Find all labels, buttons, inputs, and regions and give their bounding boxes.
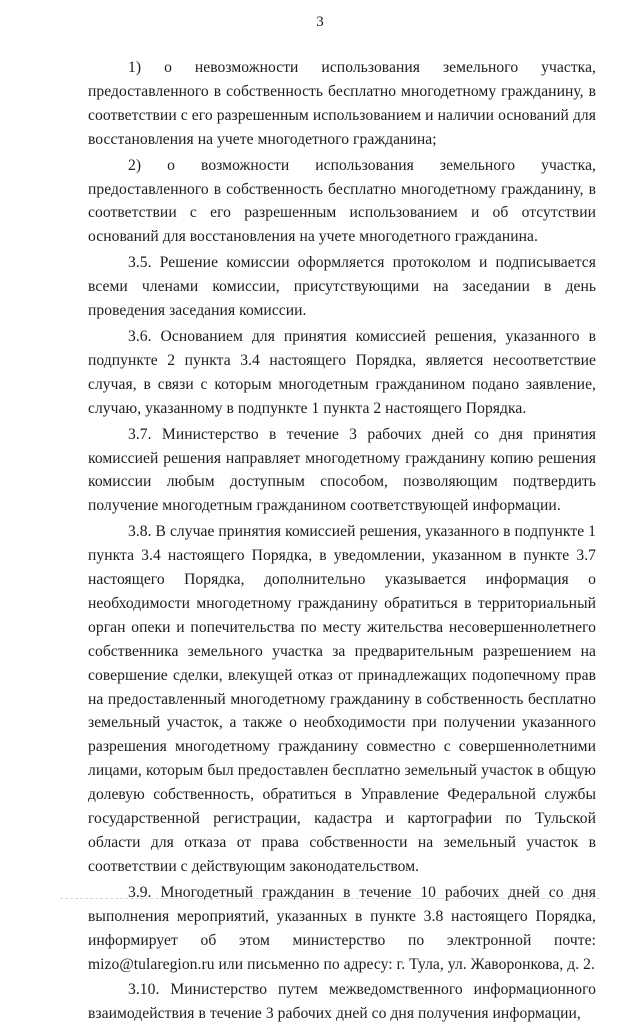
scan-artifact-line	[60, 895, 600, 899]
paragraph-subitem-2: 2) о возможности использования земельного участка, предоставленного в собственность бесплатно многодетному гражданину, в соответствии с его разрешенным использованием и об отсутствии оснований для восстановления на учете многодетного гражданина.	[88, 156, 596, 246]
paragraph-3-9: 3.9. Многодетный гражданин в течение 10 рабочих дней со дня выполнения мероприятий, указанных в пункте 3.8 настоящего Порядка, информирует об этом министерство по электронной почте: mizo@tularegion.ru или письменно по адресу: г. Тула, ул. Жаворонкова, д. 2.	[88, 883, 596, 973]
paragraph-subitem-1: 1) о невозможности использования земельного участка, предоставленного в собственность бесплатно многодетному гражданину, в соответствии с его разрешенным использованием и наличии оснований для восстановления на учете многодетного гражданина;	[88, 59, 596, 148]
page-number: 3	[316, 14, 324, 30]
paragraph-3-8: 3.8. В случае принятия комиссией решения, указанного в подпункте 1 пункта 3.4 настоящего Порядка, в уведомлении, указанном в пункте 3.7 настоящего Порядка, дополнительно указывается информация о необходимости многодетному гражданину обратиться в территориальный орган опеки и попечительства по месту жительства несовершеннолетнего собственника земельного участка за предварительным разрешением на совершение сделки, влекущей отказ от принадлежащих подопечному прав на предоставленный многодетному гражданину в собственность бесплатно земельный участок, а также о необходимости при получении указанного разрешения многодетному гражданину совместно с совершеннолетними лицами, которым был предоставлен бесплатно земельный участок в общую долевую собственность, обратиться в Управление Федеральной службы государственной регистрации, кадастра и картографии по Тульской области для отказа от права собственности на земельный участок в соответствии с действующим законодательством.	[88, 523, 596, 875]
paragraph-3-5: 3.5. Решение комиссии оформляется протоколом и подписывается всеми членами комиссии, присутствующими на заседании в день проведения заседания комиссии.	[88, 254, 596, 320]
document-body	[88, 56, 596, 1028]
paragraph-3-6: 3.6. Основанием для принятия комиссией решения, указанного в подпункте 2 пункта 3.4 настоящего Порядка, является несоответствие случая, в связи с которым многодетным гражданином подано заявление, случаю, указанному в подпункте 1 пункта 2 настоящего Порядка.	[88, 327, 596, 417]
paragraph-3-10: 3.10. Министерство путем межведомственного информационного взаимодействия в течение 3 рабочих дней со дня получения информации,	[88, 981, 596, 1023]
paragraph-3-7: 3.7. Министерство в течение 3 рабочих дней со дня принятия комиссией решения направляет многодетному гражданину копию решения комиссии любым доступным способом, позволяющим подтвердить получение многодетным гражданином соответствующей информации.	[88, 425, 596, 515]
